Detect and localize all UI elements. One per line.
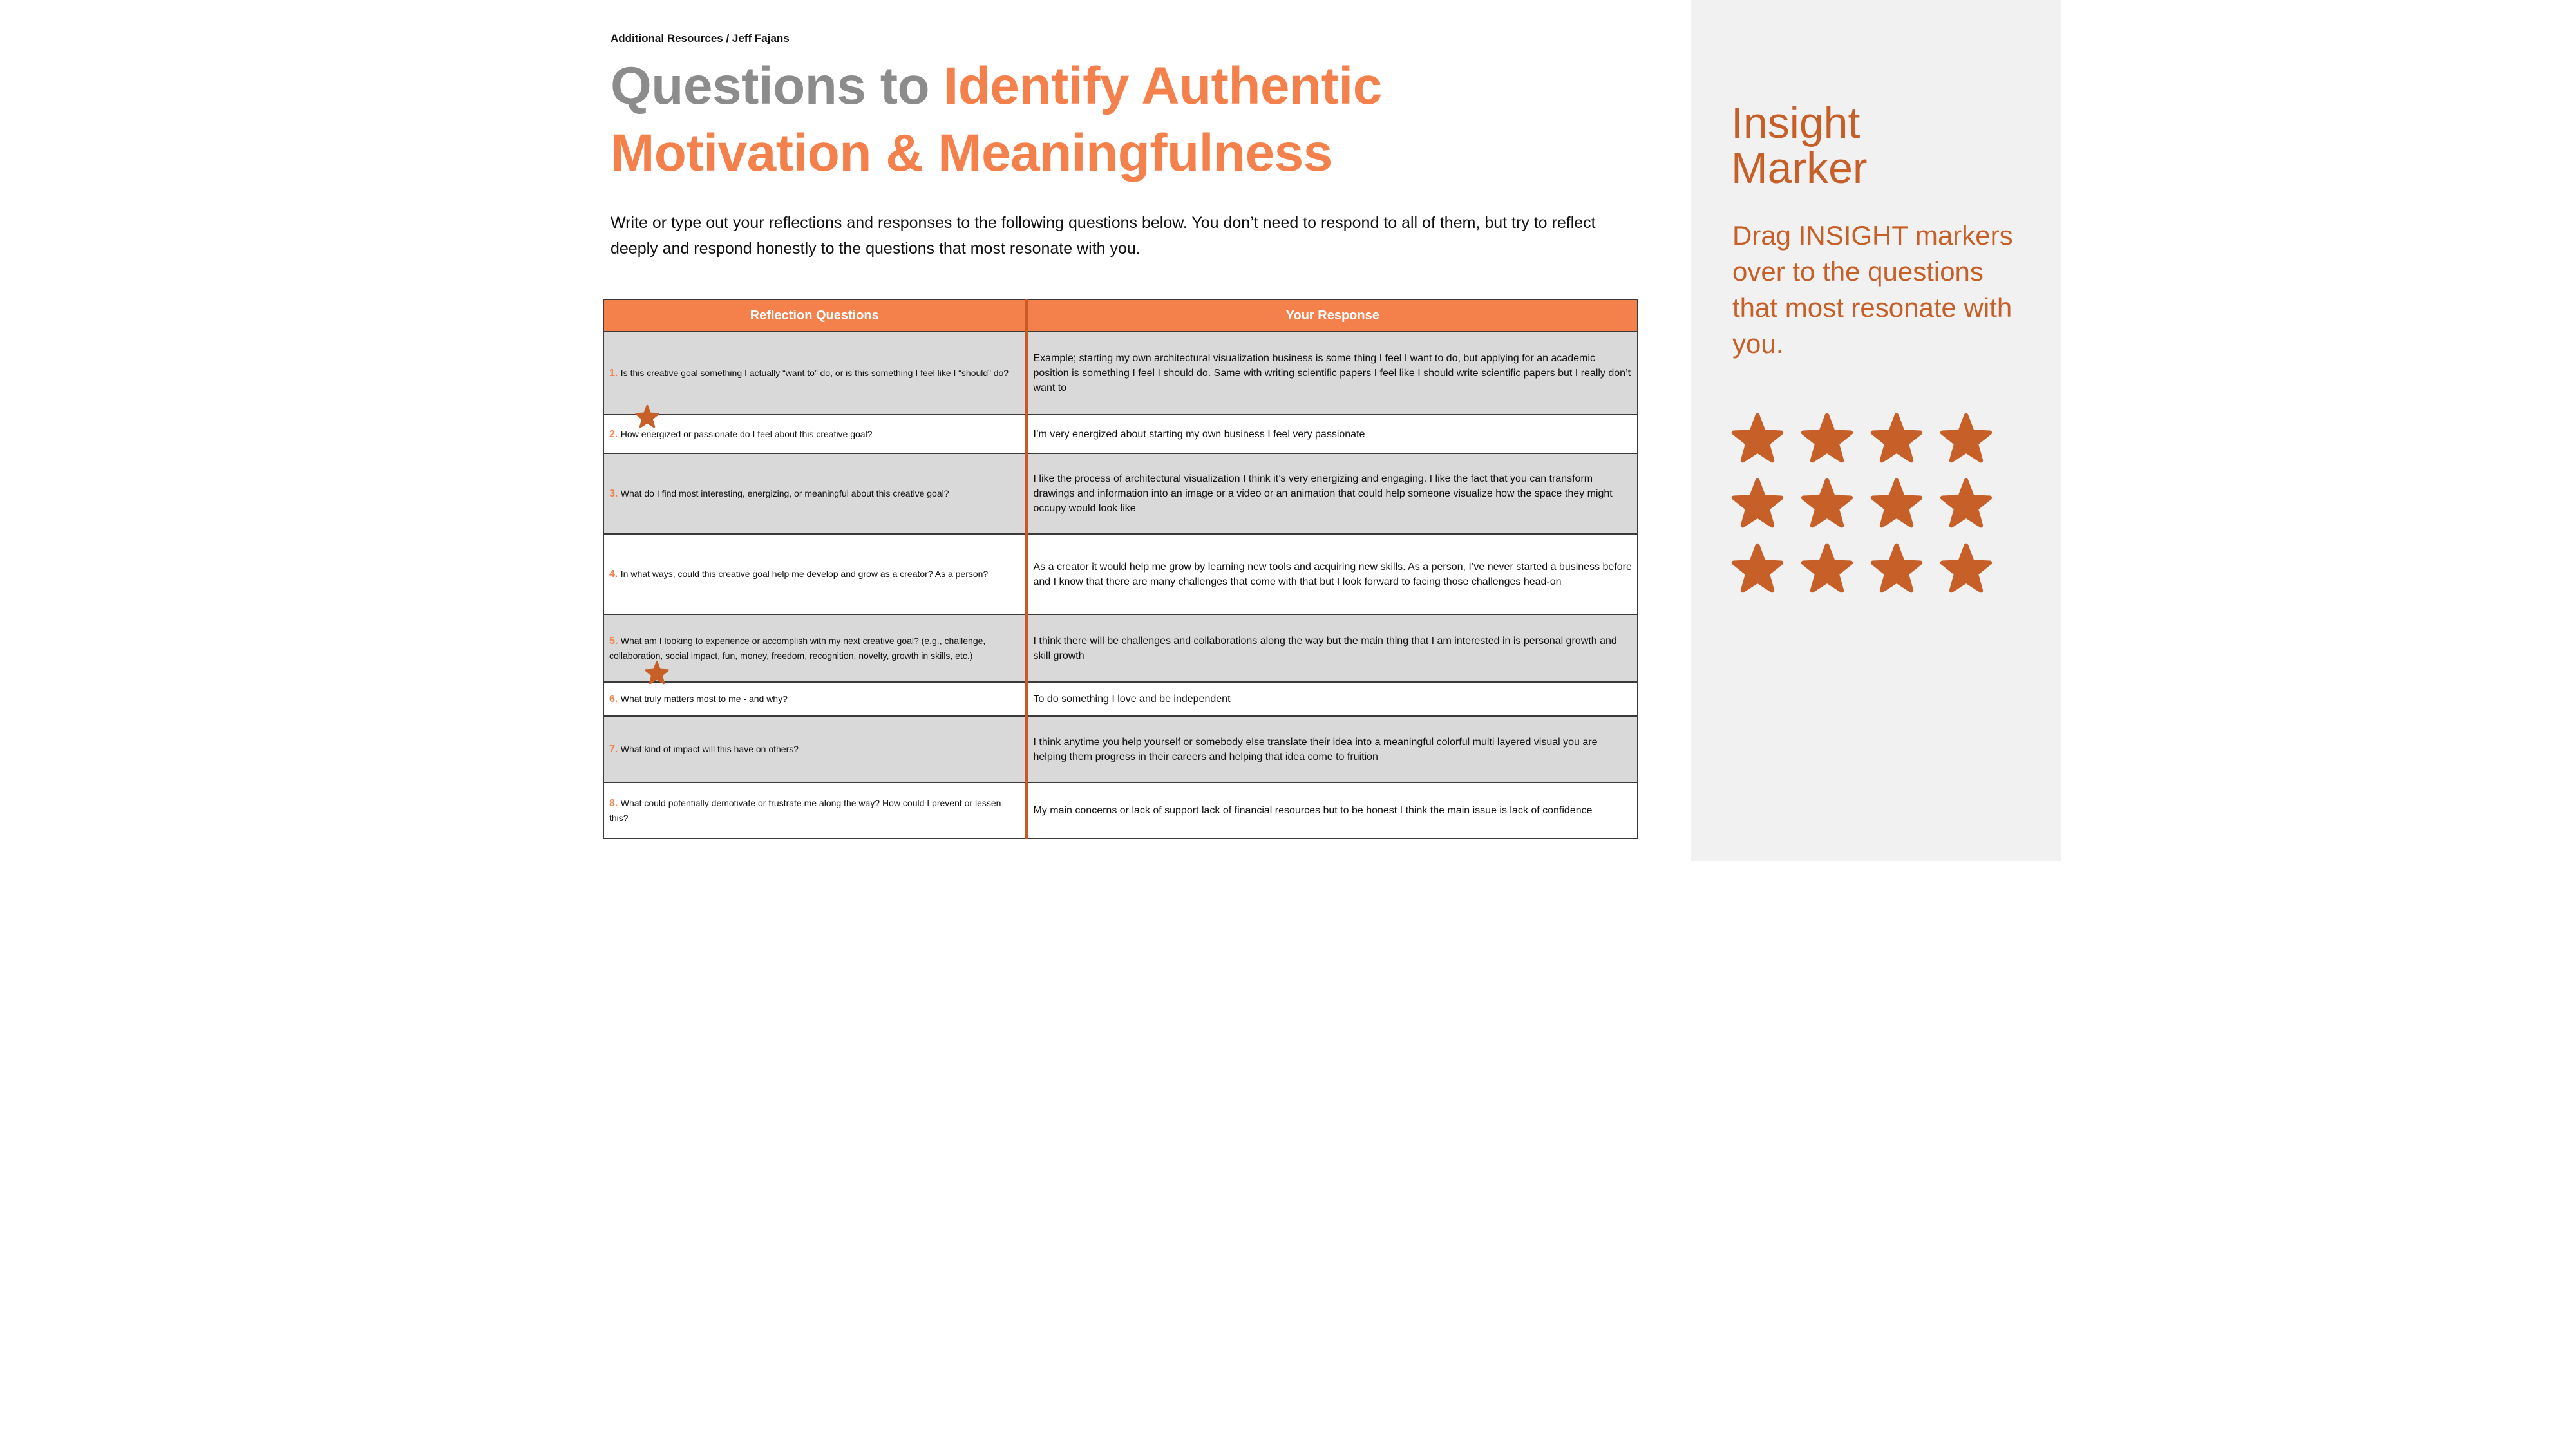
reflection-table [603, 299, 1638, 839]
response-cell[interactable]: Example; starting my own architectural visualization business is some thing I feel I want to do, but applying for an academic position is something I feel I should do. Same with writing scientific papers I feel like I should write scientific papers but I really don’t want to [1027, 332, 1638, 415]
question-text: What truly matters most to me - and why? [620, 694, 788, 704]
response-cell[interactable]: I like the process of architectural visualization I think it’s very energizing and engaging. I like the fact that you can transform drawings and information into an image or a video or an animation that could help someone visualize how the space they might occupy would look like [1027, 453, 1638, 534]
question-text: What do I find most interesting, energizing, or meaningful about this creative goal? [620, 488, 949, 498]
star-icon[interactable] [1801, 542, 1853, 595]
question-number: 4. [609, 569, 618, 580]
response-cell[interactable]: I think anytime you help yourself or somebody else translate their idea into a meaningful colorful multi layered visual you are helping them progress in their careers and helping that idea come to fruition [1027, 716, 1638, 782]
table-row [603, 614, 1638, 682]
question-number: 3. [609, 488, 618, 499]
star-icon[interactable] [1731, 477, 1784, 530]
column-header-response: Your Response [1027, 299, 1638, 332]
placed-star-icon[interactable] [645, 661, 669, 685]
star-icon[interactable] [1870, 412, 1923, 465]
page-title [611, 53, 1448, 187]
table-row [603, 332, 1638, 415]
question-cell [603, 682, 1027, 716]
question-cell [603, 453, 1027, 534]
star-icon[interactable] [1870, 542, 1923, 595]
placed-star-icon[interactable] [635, 404, 659, 429]
breadcrumb: Additional Resources / Jeff Fajans [611, 32, 790, 44]
question-text: What am I looking to experience or accomplish with my next creative goal? (e.g., challenge, collaboration, social impact, fun, money, freedom, recognition, novelty, growth in skills, etc.) [609, 635, 986, 661]
title-highlight-line2: Motivation & Meaningfulness [611, 124, 1332, 182]
table-row [603, 682, 1638, 716]
question-number: 2. [609, 428, 618, 440]
response-cell[interactable]: As a creator it would help me grow by learning new tools and acquiring new skills. As a person, I’ve never started a business before and I know that there are many challenges that come with that but I look forward to facing those challenges head-on [1027, 534, 1638, 614]
question-number: 8. [609, 797, 618, 809]
question-number: 5. [609, 635, 618, 647]
panel-instruction: Drag INSIGHT markers over to the questions that most resonate with you. [1732, 220, 2013, 359]
response-cell[interactable]: To do something I love and be independent [1027, 682, 1638, 716]
star-icon[interactable] [1870, 477, 1923, 530]
question-text: What could potentially demotivate or frustrate me along the way? How could I prevent or lessen this? [609, 797, 1001, 823]
question-text: In what ways, could this creative goal help me develop and grow as a creator? As a person? [620, 569, 989, 579]
insight-marker-panel [1691, 0, 2061, 861]
response-cell[interactable]: My main concerns or lack of support lack of financial resources but to be honest I think the main issue is lack of confidence [1027, 782, 1638, 838]
question-cell [603, 332, 1027, 415]
star-icon[interactable] [1731, 412, 1784, 465]
question-number: 7. [609, 744, 618, 755]
star-icon[interactable] [1940, 542, 1993, 595]
panel-title: Insight Marker [1731, 99, 1868, 193]
title-prefix: Questions to [611, 57, 944, 115]
question-text: How energized or passionate do I feel about this creative goal? [620, 428, 873, 439]
table-row [603, 453, 1638, 534]
star-icon[interactable] [1940, 412, 1993, 465]
table-row [603, 782, 1638, 838]
table-row [603, 534, 1638, 614]
response-cell[interactable]: I think there will be challenges and collaborations along the way but the main thing that I am interested in is personal growth and skill growth [1027, 614, 1638, 682]
question-cell [603, 534, 1027, 614]
question-text: Is this creative goal something I actually “want to” do, or is this something I feel like I “should” do? [620, 368, 1009, 378]
table-row [603, 716, 1638, 782]
table-row [603, 415, 1638, 453]
star-icon[interactable] [1940, 477, 1993, 530]
response-cell[interactable]: I’m very energized about starting my own business I feel very passionate [1027, 415, 1638, 453]
star-icon[interactable] [1801, 477, 1853, 530]
question-cell [603, 782, 1027, 838]
question-number: 1. [609, 368, 618, 379]
star-icon[interactable] [1731, 542, 1784, 595]
question-number: 6. [609, 694, 618, 705]
question-cell [603, 415, 1027, 453]
star-icon[interactable] [1801, 412, 1853, 465]
table-header-row [603, 299, 1638, 332]
instructions-text: Write or type out your reflections and responses to the following questions below. You don’t need to respond to all of them, but try to reflect deeply and respond honestly to the questions that most resonate with you. [611, 214, 1596, 258]
question-cell [603, 716, 1027, 782]
question-text: What kind of impact will this have on others? [620, 744, 799, 754]
column-header-questions: Reflection Questions [603, 299, 1027, 332]
title-highlight-line1: Identify Authentic [943, 57, 1382, 115]
